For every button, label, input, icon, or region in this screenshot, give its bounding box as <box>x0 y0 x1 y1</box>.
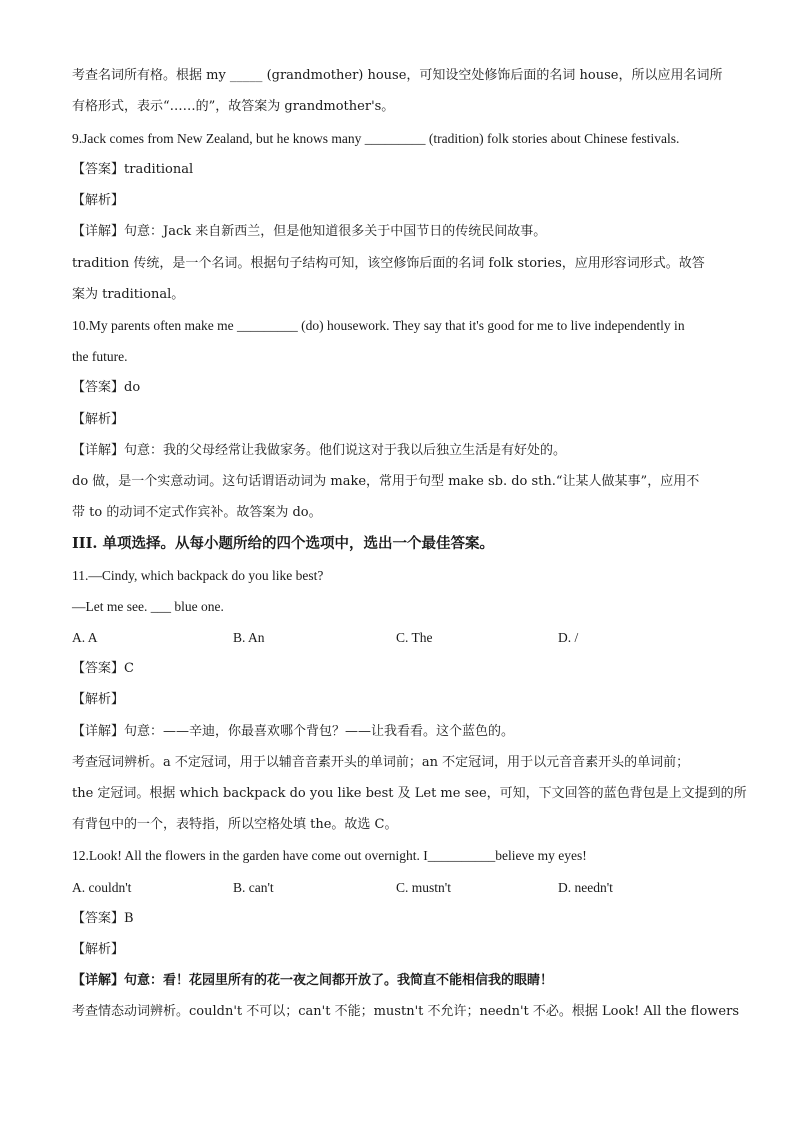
explanation-line: 考查冠词辨析。a 不定冠词，用于以辅音音素开头的单词前；an 不定冠词，用于以元音音素开头的单词前； <box>72 755 690 770</box>
explanation-line: 带 to 的动词不定式作宾补。故答案为 do。 <box>72 505 322 520</box>
answer-label: 【答案】do <box>72 380 141 395</box>
text-line: 考查名词所有格。根据 my _____ (grandmother) house，可知设空处修饰后面的名词 house，所以应用名词所 <box>72 68 723 83</box>
analysis-label: 【解析】 <box>72 942 125 957</box>
detail-line: 【详解】句意：我的父母经常让我做家务。他们说这对于我以后独立生活是有好处的。 <box>72 443 567 458</box>
answer-label: 【答案】C <box>72 661 134 676</box>
detail-line: 【详解】句意：Jack 来自新西兰，但是他知道很多关于中国节日的传统民间故事。 <box>72 224 547 239</box>
explanation-line: the 定冠词。根据 which backpack do you like best 及 Let me see，可知，下文回答的蓝色背包是上文提到的所 <box>72 786 747 801</box>
analysis-label: 【解析】 <box>72 193 125 208</box>
question-11-response: —Let me see. ___ blue one. <box>72 599 224 614</box>
question-11: 11.—Cindy, which backpack do you like best? <box>72 568 324 583</box>
option-a: A. couldn't <box>72 880 132 895</box>
answer-label: 【答案】B <box>72 911 134 926</box>
detail-line: 【详解】句意：——辛迪，你最喜欢哪个背包？——让我看看。这个蓝色的。 <box>72 724 515 739</box>
explanation-line: 考查情态动词辨析。couldn't 不可以；can't 不能；mustn't 不允许；needn't 不必。根据 Look! All the flowers <box>72 1004 739 1019</box>
question-10: 10.My parents often make me _________ (do) housework. They say that it's good for me to live independently in <box>72 318 685 333</box>
option-d: D. / <box>558 630 579 645</box>
question-9: 9.Jack comes from New Zealand, but he knows many _________ (tradition) folk stories about Chinese festivals. <box>72 131 680 146</box>
option-a: A. A <box>72 630 98 645</box>
option-c: C. mustn't <box>396 880 451 895</box>
text-line: 有格形式，表示“……的”，故答案为 grandmother's。 <box>72 99 395 114</box>
detail-line: 【详解】句意：看！花园里所有的花一夜之间都开放了。我简直不能相信我的眼睛！ <box>72 973 554 988</box>
analysis-label: 【解析】 <box>72 692 125 707</box>
option-c: C. The <box>396 630 433 645</box>
option-b: B. can't <box>233 880 274 895</box>
section-heading: III. 单项选择。从每小题所给的四个选项中，选出一个最佳答案。 <box>72 535 494 552</box>
explanation-line: 有背包中的一个，表特指，所以空格处填 the。故选 C。 <box>72 817 398 832</box>
analysis-label: 【解析】 <box>72 412 125 427</box>
question-12: 12.Look! All the flowers in the garden have come out overnight. I__________believe my eyes! <box>72 848 587 863</box>
explanation-line: do 做，是一个实意动词。这句话谓语动词为 make，常用于句型 make sb. do sth.“让某人做某事”，应用不 <box>72 474 700 489</box>
answer-label: 【答案】traditional <box>72 162 194 177</box>
explanation-line: tradition 传统，是一个名词。根据句子结构可知，该空修饰后面的名词 folk stories，应用形容词形式。故答 <box>72 256 705 271</box>
option-d: D. needn't <box>558 880 613 895</box>
question-10-cont: the future. <box>72 349 128 364</box>
option-b: B. An <box>233 630 265 645</box>
explanation-line: 案为 traditional。 <box>72 287 185 302</box>
